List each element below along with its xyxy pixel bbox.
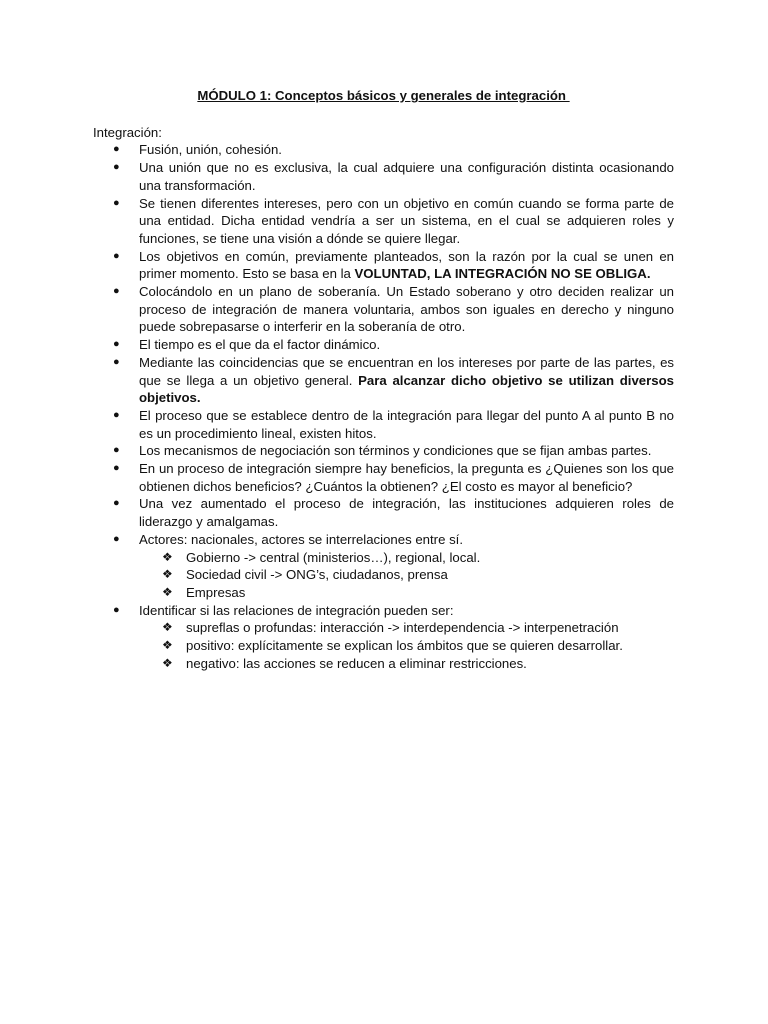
list-item-text: Se tienen diferentes intereses, pero con un objetivo en común cuando se forma parte de una entidad. Dicha entidad vendría a ser un sistema, en el cual se adquieren roles y funciones, se tiene una visión a dónde se quiere llegar.: [139, 195, 674, 246]
sub-list: [139, 549, 674, 602]
list-item: [113, 442, 674, 460]
sub-list-item: [162, 566, 674, 584]
list-item: [113, 195, 674, 248]
bullet-icon: ●: [113, 497, 120, 510]
diamond-bullet-icon: ❖: [162, 567, 173, 582]
list-item-text: En un proceso de integración siempre hay beneficios, la pregunta es ¿Quienes son los que obtienen dichos beneficios? ¿Cuántos la obtienen? ¿El costo es mayor al beneficio?: [139, 461, 674, 494]
list-item: [113, 283, 674, 336]
bullet-icon: ●: [113, 338, 120, 351]
section-label: Integración:: [93, 124, 162, 140]
bullet-icon: ●: [113, 161, 120, 174]
list-item: [113, 248, 674, 283]
sub-list-item-text: supreflas o profundas: interacción -> interdependencia -> interpenetración: [186, 620, 619, 636]
sub-list-item: [162, 584, 674, 602]
diamond-bullet-icon: ❖: [162, 638, 173, 653]
list-item-text: Una vez aumentado el proceso de integración, las instituciones adquieren roles de liderazgo y amalgamas.: [139, 496, 674, 530]
bullet-icon: ●: [113, 196, 120, 209]
diamond-bullet-icon: ❖: [162, 584, 173, 599]
list-item-text: Los objetivos en común, previamente planteados, son la razón por la cual se unen en primer momento. Esto se basa en la: [139, 248, 674, 282]
list-item-emphasis: VOLUNTAD, LA INTEGRACIÓN NO SE OBLIGA.: [354, 266, 651, 282]
sub-list-item-text: Sociedad civil -> ONG’s, ciudadanos, prensa: [186, 567, 448, 583]
sub-list-item-text: positivo: explícitamente se explican los ámbitos que se quieren desarrollar.: [186, 638, 623, 654]
list-item: [113, 495, 674, 530]
list-item: [113, 159, 674, 194]
bullet-icon: ●: [113, 285, 120, 298]
diamond-bullet-icon: ❖: [162, 655, 173, 670]
sub-list-item: [162, 655, 674, 673]
list-item: [113, 531, 674, 602]
bullet-icon: ●: [113, 355, 120, 368]
bullet-icon: ●: [113, 444, 120, 457]
list-item: [113, 460, 674, 495]
bullet-icon: ●: [113, 532, 120, 545]
sub-list-item: [162, 549, 674, 567]
list-item-text: Los mecanismos de negociación son términos y condiciones que se fijan ambas partes.: [139, 443, 652, 459]
list-item-text: Fusión, unión, cohesión.: [139, 142, 282, 158]
list-item-text: El proceso que se establece dentro de la integración para llegar del punto A al punto B no es un procedimiento lineal, existen hitos.: [139, 407, 674, 441]
sub-list-item-text: Empresas: [186, 584, 246, 600]
list-item-text: El tiempo es el que da el factor dinámico.: [139, 337, 381, 353]
sub-list-item-text: negativo: las acciones se reducen a eliminar restricciones.: [186, 655, 527, 671]
diamond-bullet-icon: ❖: [162, 620, 173, 635]
list-item-text: Mediante las coincidencias que se encuentran en los intereses por parte de las partes, es que se llega a un objetivo general.: [139, 354, 674, 388]
list-item-text: Una unión que no es exclusiva, la cual adquiere una configuración distinta ocasionando una transformación.: [139, 160, 674, 193]
list-item: [113, 407, 674, 442]
list-item: [113, 602, 674, 673]
bullet-icon: ●: [113, 408, 120, 421]
bullet-icon: ●: [113, 249, 120, 262]
bullet-list: [93, 141, 674, 672]
bullet-icon: ●: [113, 462, 120, 475]
list-item-text: Actores: nacionales, actores se interrelaciones entre sí.: [139, 531, 463, 547]
list-item-text: Identificar si las relaciones de integración pueden ser:: [139, 602, 454, 618]
list-item: [113, 354, 674, 407]
diamond-bullet-icon: ❖: [162, 549, 173, 564]
sub-list-item-text: Gobierno -> central (ministerios…), regional, local.: [186, 549, 481, 565]
sub-list-item: [162, 637, 674, 655]
bullet-icon: ●: [113, 603, 120, 616]
list-item-text: Colocándolo en un plano de soberanía. Un Estado soberano y otro deciden realizar un proceso de integración de manera voluntaria, ambos son iguales en derecho y ninguno puede sobrepasarse o interferir en la soberanía de otro.: [139, 284, 674, 335]
list-item: [113, 141, 674, 159]
bullet-icon: ●: [113, 143, 120, 156]
list-item-emphasis: Para alcanzar dicho objetivo se utilizan diversos objetivos.: [139, 372, 674, 406]
sub-list-item: [162, 619, 674, 637]
sub-list: [139, 619, 674, 672]
page-title: MÓDULO 1: Conceptos básicos y generales de integración: [197, 88, 570, 103]
list-item: [113, 336, 674, 354]
